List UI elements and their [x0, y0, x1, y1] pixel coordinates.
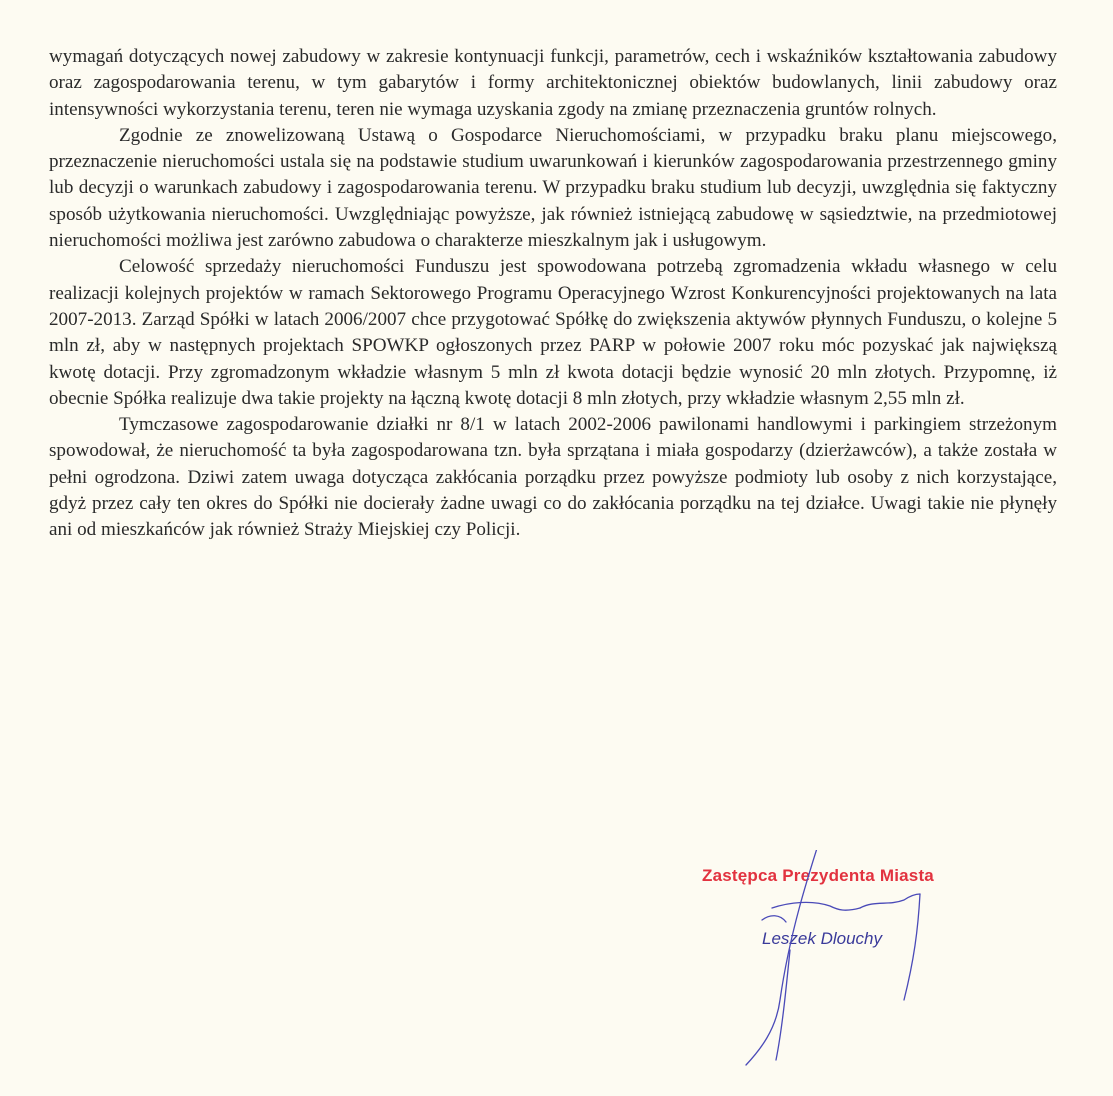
- stamp-name: Leszek Dlouchy: [762, 929, 883, 948]
- paragraph-1: wymagań dotyczących nowej zabudowy w zakresie kontynuacji funkcji, parametrów, cech i wskaźników kształtowania zabudowy oraz zagospodarowania terenu, w tym gabarytów i formy architektonicznej obiektów budowlanych, linii zabudowy oraz intensywności wykorzystania terenu, teren nie wymaga uzyskania zgody na zmianę przeznaczenia gruntów rolnych.: [49, 46, 1057, 120]
- paragraph-3: Celowość sprzedaży nieruchomości Funduszu jest spowodowana potrzebą zgromadzenia wkładu własnego w celu realizacji kolejnych projektów w ramach Sektorowego Programu Operacyjnego Wzrost Konkurencyjności projektowanych na lata 2007-2013. Zarząd Spółki w latach 2006/2007 chce przygotować Spółkę do zwiększenia aktywów płynnych Funduszu, o kolejne 5 mln zł, aby w następnych projektach SPOWKP ogłoszonych przez PARP w połowie 2007 roku móc pozyskać jak największą kwotę dotacji. Przy zgromadzonym wkładzie własnym 5 mln zł kwota dotacji będzie wynosić 20 mln złotych. Przypomnę, iż obecnie Spółka realizuje dwa takie projekty na łączną kwotę dotacji 8 mln złotych, przy wkładzie własnym 2,55 mln zł.: [49, 256, 1057, 409]
- letter-body: [49, 44, 1057, 544]
- paragraph-4: Tymczasowe zagospodarowanie działki nr 8/1 w latach 2002-2006 pawilonami handlowymi i parkingiem strzeżonym spowodował, że nieruchomość ta była zagospodarowana tzn. była sprzątana i miała gospodarzy (dzierżawców), a także została w pełni ogrodzona. Dziwi zatem uwaga dotycząca zakłócania porządku przez powyższe podmioty lub osoby z nich korzystające, gdyż przez cały ten okres do Spółki nie docierały żadne uwagi co do zakłócania porządku na tej działce. Uwagi takie nie płynęły ani od mieszkańców jak również Straży Miejskiej czy Policji.: [49, 414, 1057, 541]
- stamp-title: Zastępca Prezydenta Miasta: [702, 866, 934, 885]
- official-stamp: [690, 850, 1010, 990]
- paragraph-2: Zgodnie ze znowelizowaną Ustawą o Gospodarce Nieruchomościami, w przypadku braku planu miejscowego, przeznaczenie nieruchomości ustala się na podstawie studium uwarunkowań i kierunków zagospodarowania przestrzennego gminy lub decyzji o warunkach zabudowy i zagospodarowania terenu. W przypadku braku studium lub decyzji, uwzględnia się faktyczny sposób użytkowania nieruchomości. Uwzględniając powyższe, jak również istniejącą zabudowę w sąsiedztwie, na przedmiotowej nieruchomości możliwa jest zarówno zabudowa o charakterze mieszkalnym jak i usługowym.: [49, 124, 1057, 252]
- handwritten-signature: [690, 850, 1010, 1090]
